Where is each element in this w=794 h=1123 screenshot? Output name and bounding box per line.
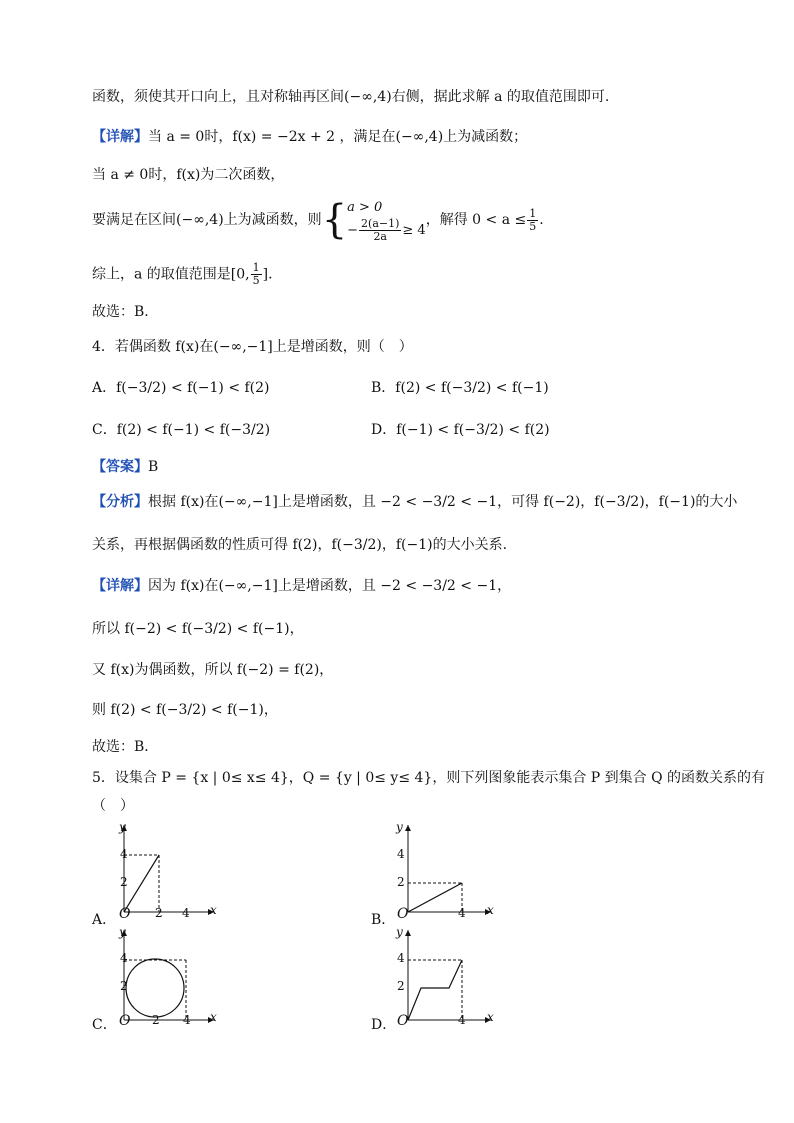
question-5 [92, 768, 765, 788]
answer-tag: 【答案】 [92, 459, 148, 475]
detail-text: 因为 f(x)在(−∞,−1]上是增函数，且 −2 < −3/2 < −1， [148, 578, 512, 594]
analysis-line-1 [92, 492, 737, 512]
option-label: B． [371, 380, 396, 396]
detail-text: 则 f(2) < f(−3/2) < f(−1)， [92, 702, 278, 718]
question-5-stem: 5．设集合 P = {x | 0≤ x≤ 4}，Q = {y | 0≤ y≤ 4}，则下列图象能表示集合 P 到集合 Q 的函数关系的有 [92, 770, 766, 786]
graph-a-tick-x4: 4 [182, 906, 190, 920]
q4-option-b [371, 378, 549, 398]
graph-d-x-label: x [487, 1010, 494, 1024]
q4-option-c [92, 420, 270, 440]
fraction-numerator: 1 [529, 206, 537, 220]
range-end: ]. [262, 266, 273, 283]
text-line-5 [92, 262, 273, 287]
graph-b-origin: O [397, 906, 409, 922]
detail-line-5 [92, 737, 158, 757]
graph-c-tick-y2: 2 [120, 979, 128, 993]
minus-sign: − [347, 222, 359, 238]
graph-d-tick-x4: 4 [458, 1013, 466, 1027]
graph-c-origin: O [119, 1013, 131, 1029]
option-label: D． [371, 422, 397, 438]
detail-line-3 [92, 660, 333, 680]
left-brace: { [321, 197, 348, 243]
detail-line-1 [92, 576, 511, 596]
fraction-denominator: 2a [373, 229, 387, 243]
option-text: f(2) < f(−3/2) < f(−1) [395, 380, 549, 396]
text-line-2 [92, 127, 527, 147]
graph-b-y-label: y [396, 820, 403, 834]
range-text: 综上，a 的取值范围是[0, [92, 266, 250, 283]
graph-b-x-label: x [487, 903, 494, 917]
fraction-denominator: 5 [529, 219, 537, 233]
detail-line-2 [92, 619, 304, 639]
graph-b-label: B． [371, 912, 396, 928]
graph-c-label: C． [92, 1017, 117, 1033]
graph-a-tick-y2: 2 [120, 875, 128, 889]
analysis-line-2 [92, 535, 507, 555]
graph-b-tick-y4: 4 [397, 847, 405, 861]
analysis-text-2: 关系，再根据偶函数的性质可得 f(2)，f(−3/2)，f(−1)的大小关系. [92, 537, 508, 553]
question-4 [92, 337, 413, 357]
condition-text: 要满足在区间(−∞,4)上为减函数，则 [92, 212, 322, 228]
system-row-2 [347, 218, 426, 243]
graph-d-label: D． [371, 1017, 397, 1033]
answer-value: B [148, 459, 159, 475]
detail-tag: 【详解】 [92, 129, 148, 145]
graph-b-tick-x4: 4 [458, 906, 466, 920]
fraction-numerator: 1 [252, 261, 260, 274]
graph-c-tick-x2: 2 [152, 1013, 160, 1027]
solution-text: ，解得 0 < a ≤ [425, 212, 527, 228]
question-5-paren [92, 796, 134, 816]
graph-c-tick-y4: 4 [120, 951, 128, 965]
detail-text: 所以 f(−2) < f(−3/2) < f(−1)， [92, 621, 304, 637]
text-line-3 [92, 165, 284, 185]
analysis-tag: 【分析】 [92, 494, 148, 510]
graph-c-y-label: y [119, 925, 126, 939]
option-text: f(−1) < f(−3/2) < f(2) [396, 422, 550, 438]
option-label: C． [92, 422, 117, 438]
graph-a-tick-y4: 4 [120, 847, 128, 861]
fraction-denominator: 5 [252, 274, 260, 287]
q4-option-d [371, 420, 550, 440]
detail-line-4 [92, 700, 278, 720]
graph-c-tick-x4: 4 [183, 1013, 191, 1027]
graph-d-y-label: y [396, 925, 403, 939]
text-line-4: 要满足在区间(−∞,4)上为减函数，则{ a > 0 − $\frac{2(a-1)}{2a}$ ≥ 4 ，解得 0 < a ≤ $\frac{1}{5}$ . [92, 197, 544, 243]
graph-a-label: A． [92, 912, 117, 928]
choose-answer: 故选：B. [92, 304, 149, 320]
q4-option-a [92, 378, 270, 398]
graph-c-x-label: x [210, 1010, 217, 1024]
graph-a-tick-x2: 2 [155, 906, 163, 920]
graph-a-origin: O [119, 906, 131, 922]
graph-a-x-label: x [210, 903, 217, 917]
option-label: A． [92, 380, 117, 396]
answer-line [92, 457, 158, 477]
analysis-text-1: 根据 f(x)在(−∞,−1]上是增函数，且 −2 < −3/2 < −1，可得 f(−2)，f(−3/2)，f(−1)的大小 [148, 494, 738, 510]
analysis-continuation: 函数，须使其开口向上，且对称轴再区间(−∞,4)右侧，据此求解 a 的取值范围即可. [92, 89, 610, 105]
inequality-system [347, 198, 426, 243]
detail-text-2: 当 a ≠ 0时，f(x)为二次函数， [92, 167, 285, 183]
fraction-numerator: 2(a−1) [361, 216, 400, 230]
option-text: f(−3/2) < f(−1) < f(2) [116, 380, 270, 396]
option-text: f(2) < f(−1) < f(−3/2) [116, 422, 271, 438]
detail-text: 又 f(x)为偶函数，所以 f(−2) = f(2)， [92, 662, 334, 678]
graph-b-tick-y2: 2 [397, 875, 405, 889]
text-line-1 [92, 87, 609, 107]
answer-paren: （ ） [92, 798, 134, 814]
detail-text-1: 当 a = 0时，f(x) = −2x + 2 ，满足在(−∞,4)上为减函数； [148, 129, 528, 145]
graph-a-y-label: y [119, 820, 126, 834]
inequality-rhs: ≥ 4 [402, 222, 426, 238]
system-row-1: a > 0 [347, 199, 383, 215]
graph-d-tick-y4: 4 [397, 951, 405, 965]
graph-d-tick-y2: 2 [397, 979, 405, 993]
detail-tag: 【详解】 [92, 578, 148, 594]
choose-answer: 故选：B． [92, 739, 159, 755]
graph-d-origin: O [397, 1013, 409, 1029]
question-4-stem: 4．若偶函数 f(x)在(−∞,−1]上是增函数，则（ ） [92, 339, 413, 355]
text-line-6 [92, 302, 149, 322]
